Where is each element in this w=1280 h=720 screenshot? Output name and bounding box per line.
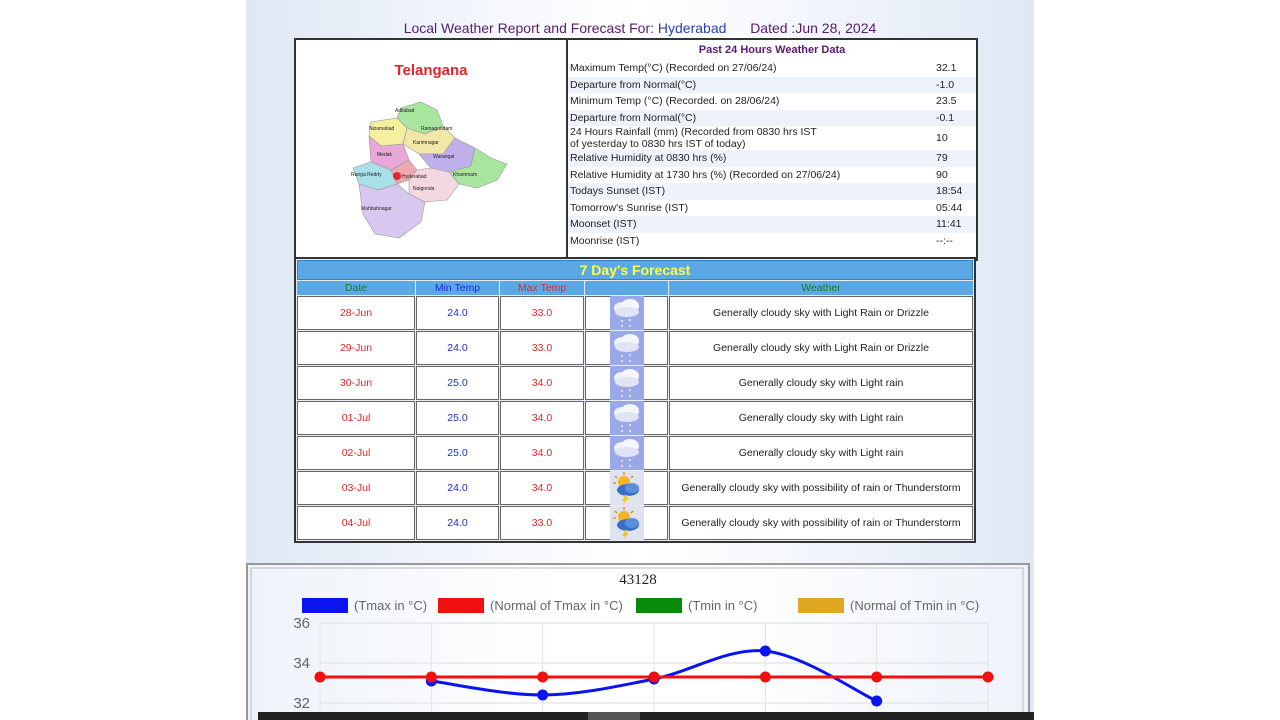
forecast-min-temp: 25.0 xyxy=(416,436,499,470)
forecast-min-temp: 24.0 xyxy=(416,296,499,330)
past-row xyxy=(568,126,976,150)
title-city: Hyderabad xyxy=(657,20,727,36)
y-tick-label: 32 xyxy=(293,695,310,712)
series-point-1 xyxy=(983,672,994,683)
forecast-date: 30-Jun xyxy=(297,366,415,400)
thunderstorm-icon xyxy=(585,471,668,505)
map-label-nalgonda: Nalgonda xyxy=(413,186,435,192)
horizontal-scrollbar[interactable] xyxy=(258,712,1034,720)
series-point-1 xyxy=(537,672,548,683)
past-row-label-line: Moonset (IST) xyxy=(570,218,637,231)
forecast-weather: Generally cloudy sky with Light Rain or Drizzle xyxy=(669,296,973,330)
forecast-min-temp: 24.0 xyxy=(416,506,499,540)
past-row-label-line: Relative Humidity at 1730 hrs (%) (Recorded on 27/06/24) xyxy=(570,168,841,181)
past-row-value: --:-- xyxy=(936,234,953,247)
y-tick-label: 36 xyxy=(293,615,310,632)
past-row-label-line: Departure from Normal(°C) xyxy=(570,111,697,124)
map-label-mahbubnagar: Mahbubnagar xyxy=(361,206,392,212)
forecast-min-temp: 24.0 xyxy=(416,331,499,365)
forecast-rows xyxy=(297,296,973,540)
past-row xyxy=(568,77,976,94)
forecast-max-temp: 34.0 xyxy=(500,436,584,470)
past-row-label-line: Maximum Temp(°C) (Recorded on 27/06/24) xyxy=(570,62,777,75)
map-label-karimnagar: Karimnagar xyxy=(413,140,439,146)
summary-panel xyxy=(294,38,978,261)
past-row-value: 11:41 xyxy=(936,218,962,231)
map-label-warangal: Warangal xyxy=(433,154,455,160)
past-row-label xyxy=(568,202,936,214)
past-row-label xyxy=(568,79,936,91)
series-point-1 xyxy=(315,672,326,683)
forecast-weather: Generally cloudy sky with Light rain xyxy=(669,436,973,470)
forecast-weather: Generally cloudy sky with Light rain xyxy=(669,401,973,435)
temperature-chart xyxy=(246,563,1030,720)
forecast-weather: Generally cloudy sky with possibility of rain or Thunderstorm xyxy=(669,471,973,505)
forecast-date: 29-Jun xyxy=(297,331,415,365)
forecast-max-temp: 33.0 xyxy=(500,296,584,330)
past-row-label-line: Tomorrow's Sunrise (IST) xyxy=(570,201,689,214)
forecast-table xyxy=(294,257,976,543)
past-row-label xyxy=(568,62,936,74)
series-point-0 xyxy=(537,690,548,701)
map-label-khammam: Khammam xyxy=(453,172,478,178)
forecast-min-temp: 25.0 xyxy=(416,401,499,435)
past-row xyxy=(568,60,976,77)
past-row xyxy=(568,183,976,200)
forecast-date: 01-Jul xyxy=(297,401,415,435)
forecast-row xyxy=(297,506,973,540)
past-row-label-line: Relative Humidity at 0830 hrs (%) xyxy=(570,152,727,165)
forecast-date: 04-Jul xyxy=(297,506,415,540)
hyderabad-marker xyxy=(393,172,401,180)
past-row-value: -0.1 xyxy=(936,111,955,124)
past-row-label-line: Minimum Temp (°C) (Recorded. on 28/06/24) xyxy=(570,95,780,108)
forecast-max-temp: 34.0 xyxy=(500,366,584,400)
forecast-row xyxy=(297,436,973,470)
title-prefix: Local Weather Report and Forecast For: xyxy=(403,20,655,36)
cloud-rain-icon xyxy=(585,436,668,470)
legend-swatch xyxy=(798,598,844,613)
chart-title: 43128 xyxy=(619,572,657,588)
past-24-hours-rows xyxy=(568,60,976,249)
header-weather: Weather xyxy=(669,281,973,295)
legend-swatch xyxy=(438,598,484,613)
telangana-map xyxy=(351,98,511,250)
series-point-1 xyxy=(649,672,660,683)
past-row-label xyxy=(568,95,936,107)
forecast-row xyxy=(297,366,973,400)
past-row-value: 90 xyxy=(936,168,948,181)
map-label-hyderabad: Hyderabad xyxy=(402,174,427,180)
forecast-date: 03-Jul xyxy=(297,471,415,505)
y-tick-label: 34 xyxy=(293,655,310,672)
legend-label: (Tmax in °C) xyxy=(354,598,428,613)
scrollbar-thumb[interactable] xyxy=(588,712,640,720)
series-point-1 xyxy=(871,672,882,683)
past-row-value: 32.1 xyxy=(936,62,957,75)
map-label-ramagundam: Ramagundam xyxy=(421,126,453,132)
past-row-label-line: Todays Sunset (IST) xyxy=(570,185,666,198)
cloud-rain-icon xyxy=(585,296,668,330)
page-title xyxy=(246,20,1034,36)
series-point-1 xyxy=(760,672,771,683)
header-min-temp: Min Temp xyxy=(416,281,499,295)
header-icon-spacer xyxy=(585,281,668,295)
forecast-max-temp: 34.0 xyxy=(500,401,584,435)
past-row-label xyxy=(568,185,936,197)
past-row xyxy=(568,216,976,233)
forecast-min-temp: 25.0 xyxy=(416,366,499,400)
past-row-label xyxy=(568,235,936,247)
title-date: Dated :Jun 28, 2024 xyxy=(750,20,877,36)
map-label-rangareddy: Ranga Reddy xyxy=(351,172,382,178)
forecast-weather: Generally cloudy sky with possibility of rain or Thunderstorm xyxy=(669,506,973,540)
legend-label: (Normal of Tmax in °C) xyxy=(490,598,623,613)
series-point-0 xyxy=(760,646,771,657)
past-row-value: -1.0 xyxy=(936,78,955,91)
legend-label: (Tmin in °C) xyxy=(688,598,758,613)
past-row-value: 18:54 xyxy=(936,185,963,198)
forecast-row xyxy=(297,471,973,505)
thunderstorm-icon xyxy=(585,506,668,540)
forecast-date: 02-Jul xyxy=(297,436,415,470)
forecast-max-temp: 33.0 xyxy=(500,506,584,540)
past-row-label xyxy=(568,126,936,150)
past-row-label-line: of yesterday to 0830 hrs IST of today) xyxy=(570,138,746,150)
legend-label: (Normal of Tmin in °C) xyxy=(850,598,980,613)
past-row-label xyxy=(568,152,936,164)
series-point-1 xyxy=(426,672,437,683)
cloud-rain-icon xyxy=(585,401,668,435)
forecast-header-row xyxy=(297,281,973,295)
legend-swatch xyxy=(302,598,348,613)
temperature-chart-svg xyxy=(248,565,1028,720)
map-label-adilabad: Adilabad xyxy=(395,108,415,114)
legend-swatch xyxy=(636,598,682,613)
forecast-weather: Generally cloudy sky with Light Rain or Drizzle xyxy=(669,331,973,365)
series-point-0 xyxy=(871,696,882,707)
map-label-nizamabad: Nizamabad xyxy=(369,126,395,132)
past-row xyxy=(568,93,976,110)
chart-inner-frame xyxy=(251,568,1023,720)
cloud-rain-icon xyxy=(585,366,668,400)
past-row-label xyxy=(568,112,936,124)
header-date: Date xyxy=(297,281,415,295)
past-row-label xyxy=(568,218,936,230)
past-row-value: 23.5 xyxy=(936,95,957,108)
forecast-date: 28-Jun xyxy=(297,296,415,330)
past-row xyxy=(568,200,976,217)
forecast-weather: Generally cloudy sky with Light rain xyxy=(669,366,973,400)
past-row xyxy=(568,167,976,184)
past-24-hours-title: Past 24 Hours Weather Data xyxy=(698,44,846,56)
past-row-label-line: Moonrise (IST) xyxy=(570,234,640,247)
past-row-label xyxy=(568,169,936,181)
past-row xyxy=(568,150,976,167)
past-row xyxy=(568,110,976,127)
past-24-hours-panel xyxy=(568,40,976,259)
past-row-value: 10 xyxy=(936,132,948,144)
forecast-row xyxy=(297,401,973,435)
past-row-label-line: 24 Hours Rainfall (mm) (Recorded from 0830 hrs IST xyxy=(570,126,817,138)
forecast-max-temp: 33.0 xyxy=(500,331,584,365)
past-row-value: 79 xyxy=(936,152,948,165)
state-name: Telangana xyxy=(394,62,468,79)
report-page xyxy=(246,0,1034,720)
forecast-min-temp: 24.0 xyxy=(416,471,499,505)
past-row-value: 05:44 xyxy=(936,201,963,214)
forecast-row xyxy=(297,296,973,330)
forecast-max-temp: 34.0 xyxy=(500,471,584,505)
past-row xyxy=(568,233,976,250)
map-label-medak: Medak xyxy=(377,152,393,158)
cloud-rain-icon xyxy=(585,331,668,365)
header-max-temp: Max Temp xyxy=(500,281,584,295)
forecast-row xyxy=(297,331,973,365)
map-cell xyxy=(296,40,568,259)
past-row-label-line: Departure from Normal(°C) xyxy=(570,78,697,91)
forecast-title: 7 Day's Forecast xyxy=(297,260,973,280)
